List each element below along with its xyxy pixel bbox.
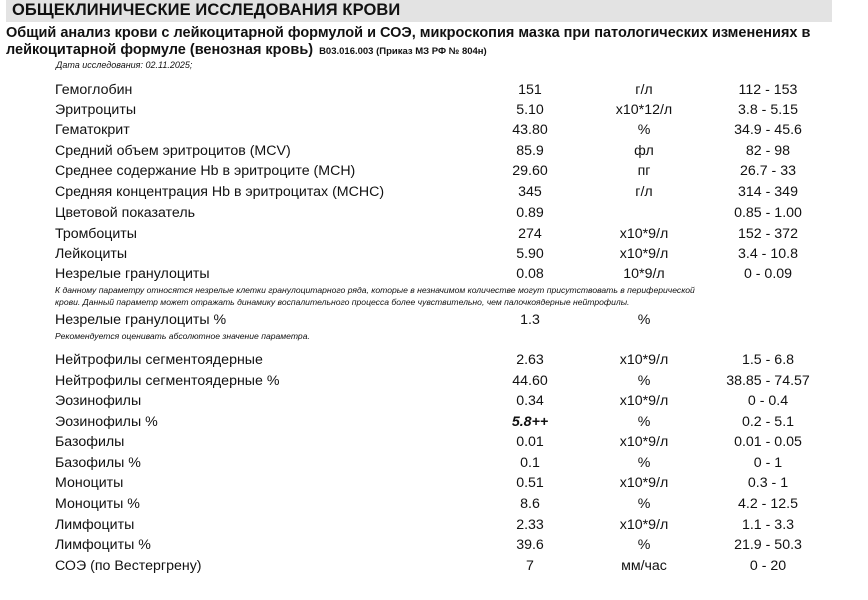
result-name: Моноциты % — [55, 496, 140, 512]
result-name: Базофилы % — [55, 455, 141, 471]
result-unit: % — [637, 414, 651, 430]
result-row — [0, 120, 868, 140]
result-value: 0.51 — [516, 475, 544, 491]
result-unit: x10*9/л — [619, 475, 669, 491]
result-row — [0, 224, 868, 244]
result-name: Нейтрофилы сегментоядерные — [55, 352, 263, 368]
result-name: Тромбоциты — [55, 226, 138, 242]
result-reference: 4.2 - 12.5 — [738, 496, 798, 512]
result-row — [0, 141, 868, 161]
result-unit: x10*9/л — [619, 517, 669, 533]
result-value: 39.6 — [516, 537, 544, 553]
result-name: Моноциты — [55, 475, 124, 491]
result-value: 5.8++ — [511, 414, 549, 430]
test-title-text: Общий анализ крови с лейкоцитарной формулой и СОЭ, микроскопия мазка при патологических изменениях в лейкоцитарной формуле (венозная кровь) — [6, 25, 811, 58]
result-reference: 112 - 153 — [738, 82, 798, 98]
result-value: 0.1 — [520, 455, 540, 471]
result-value: 44.60 — [512, 373, 548, 389]
result-unit: % — [637, 373, 651, 389]
note-immature-granulocytes-1: К данному параметру относятся незрелые клетки гранулоцитарного ряда, которые в незначимом количестве могут присутствовать в периферической — [55, 285, 695, 295]
result-name: Лимфоциты % — [55, 537, 151, 553]
result-value: 2.33 — [516, 517, 544, 533]
result-row — [0, 310, 868, 330]
result-name: Цветовой показатель — [55, 205, 195, 221]
result-unit: фл — [634, 143, 654, 159]
result-value: 7 — [526, 558, 534, 574]
note-immature-granulocytes-pct: Рекомендуется оценивать абсолютное значение параметра. — [55, 331, 310, 341]
result-row — [0, 161, 868, 181]
result-unit: 10*9/л — [623, 266, 665, 282]
test-title — [6, 25, 862, 60]
result-value: 0.08 — [516, 266, 544, 282]
result-name: Среднее содержание Hb в эритроците (MCH) — [55, 163, 356, 179]
result-value: 1.3 — [520, 312, 540, 328]
note-immature-granulocytes-2: крови. Данный параметр может отражать динамику воспалительного процесса более чувствительно, чем палочкоядерные нейтрофилы. — [55, 297, 630, 307]
result-unit: мм/час — [621, 558, 667, 574]
result-name: Средняя концентрация Hb в эритроцитах (MCHC) — [55, 184, 385, 200]
result-reference: 0.3 - 1 — [747, 475, 789, 491]
result-row — [0, 556, 868, 576]
result-row — [0, 453, 868, 473]
result-unit: % — [637, 496, 651, 512]
result-name: Лимфоциты — [55, 517, 135, 533]
result-reference: 0.85 - 1.00 — [734, 205, 802, 221]
result-value: 0.89 — [516, 205, 544, 221]
result-reference: 26.7 - 33 — [739, 163, 796, 179]
result-value: 5.90 — [516, 246, 544, 262]
result-value: 274 — [518, 226, 542, 242]
result-name: Эозинофилы — [55, 393, 142, 409]
result-unit: x10*9/л — [619, 352, 669, 368]
result-unit: % — [637, 122, 651, 138]
result-reference: 0 - 1 — [753, 455, 783, 471]
result-row — [0, 264, 868, 284]
result-value: 85.9 — [516, 143, 544, 159]
result-row — [0, 80, 868, 100]
result-name: Лейкоциты — [55, 246, 128, 262]
result-row — [0, 473, 868, 493]
result-name: Средний объем эритроцитов (MCV) — [55, 143, 291, 159]
result-row — [0, 244, 868, 264]
result-unit: г/л — [635, 82, 653, 98]
result-row — [0, 535, 868, 555]
result-reference: 3.4 - 10.8 — [738, 246, 798, 262]
result-row — [0, 100, 868, 120]
result-row — [0, 432, 868, 452]
section-header — [6, 0, 832, 22]
result-value: 5.10 — [516, 102, 544, 118]
result-row — [0, 182, 868, 202]
result-row — [0, 515, 868, 535]
section-title: ОБЩЕКЛИНИЧЕСКИЕ ИССЛЕДОВАНИЯ КРОВИ — [12, 1, 401, 19]
result-name: Базофилы — [55, 434, 125, 450]
result-row — [0, 350, 868, 370]
result-unit: % — [637, 312, 651, 328]
result-name: Незрелые гранулоциты % — [55, 312, 227, 328]
result-reference: 0 - 0.4 — [747, 393, 789, 409]
test-code: B03.016.003 (Приказ МЗ РФ № 804н) — [319, 46, 487, 57]
result-unit: % — [637, 455, 651, 471]
result-value: 43.80 — [512, 122, 548, 138]
result-reference: 34.9 - 45.6 — [734, 122, 802, 138]
result-reference: 3.8 - 5.15 — [738, 102, 798, 118]
result-row — [0, 203, 868, 223]
result-row — [0, 371, 868, 391]
result-unit: г/л — [635, 184, 653, 200]
result-name: Гемоглобин — [55, 82, 133, 98]
result-name: Нейтрофилы сегментоядерные % — [55, 373, 280, 389]
result-value: 8.6 — [520, 496, 540, 512]
result-name: Эритроциты — [55, 102, 137, 118]
result-unit: x10*9/л — [619, 226, 669, 242]
result-row — [0, 412, 868, 432]
result-reference: 152 - 372 — [738, 226, 798, 242]
result-row — [0, 494, 868, 514]
result-name: Незрелые гранулоциты — [55, 266, 210, 282]
result-unit: пг — [637, 163, 651, 179]
result-value: 151 — [518, 82, 542, 98]
study-date: Дата исследования: 02.11.2025; — [56, 60, 193, 70]
result-value: 345 — [518, 184, 542, 200]
result-value: 2.63 — [516, 352, 544, 368]
result-reference: 314 - 349 — [738, 184, 798, 200]
result-reference: 1.5 - 6.8 — [741, 352, 795, 368]
result-reference: 0 - 0.09 — [743, 266, 793, 282]
result-value: 0.01 — [516, 434, 544, 450]
result-reference: 0.01 - 0.05 — [734, 434, 802, 450]
result-reference: 0 - 20 — [749, 558, 787, 574]
result-reference: 38.85 - 74.57 — [726, 373, 810, 389]
result-unit: % — [637, 537, 651, 553]
result-value: 29.60 — [512, 163, 548, 179]
result-reference: 21.9 - 50.3 — [734, 537, 802, 553]
result-value: 0.34 — [516, 393, 544, 409]
result-name: СОЭ (по Вестергрену) — [55, 558, 202, 574]
result-row — [0, 391, 868, 411]
result-unit: x10*12/л — [615, 102, 673, 118]
result-name: Эозинофилы % — [55, 414, 158, 430]
result-name: Гематокрит — [55, 122, 130, 138]
result-reference: 1.1 - 3.3 — [741, 517, 795, 533]
result-unit: x10*9/л — [619, 246, 669, 262]
result-unit: x10*9/л — [619, 393, 669, 409]
result-reference: 82 - 98 — [745, 143, 791, 159]
result-unit: x10*9/л — [619, 434, 669, 450]
result-reference: 0.2 - 5.1 — [741, 414, 795, 430]
